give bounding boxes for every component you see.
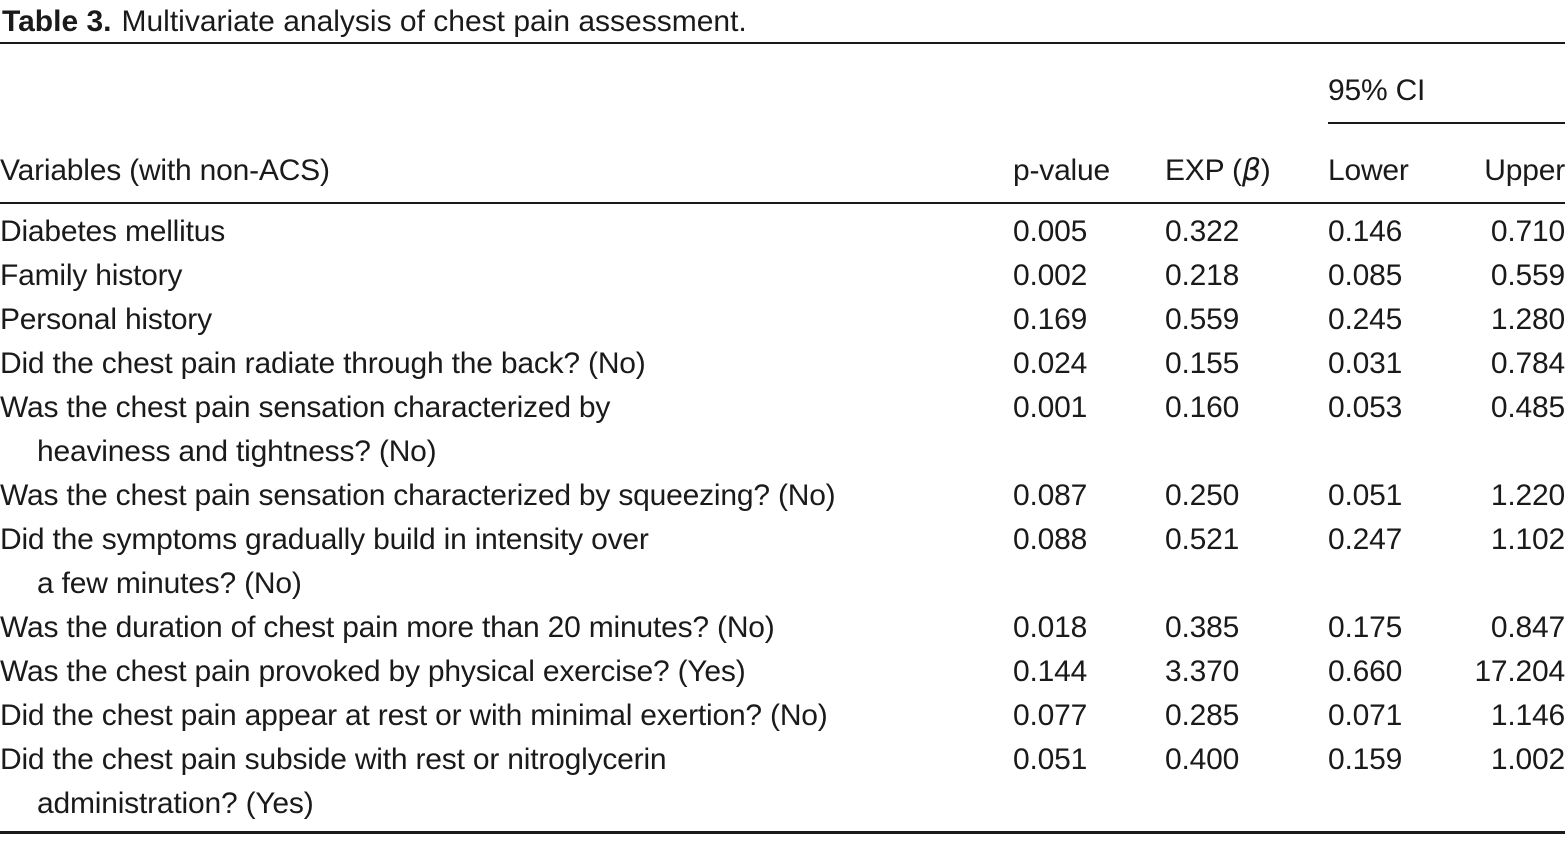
table-header <box>0 43 1565 203</box>
row-label-cell <box>0 386 1013 474</box>
exp-beta-cell: 0.285 <box>1165 699 1240 732</box>
column-header-lower: Lower <box>1328 123 1465 203</box>
p-value-cell: 0.024 <box>1013 347 1088 380</box>
row-label: Diabetes mellitus <box>0 215 226 248</box>
ci-upper-cell: 1.146 <box>1490 699 1565 732</box>
row-label-cell <box>0 298 1013 342</box>
row-label-cell <box>0 474 1013 518</box>
column-header-exp-beta <box>1165 123 1328 203</box>
ci-upper-cell: 0.710 <box>1490 215 1565 248</box>
p-value-cell: 0.002 <box>1013 259 1088 292</box>
row-label: Was the chest pain sensation characterized by squeezing? (No) <box>0 479 836 512</box>
table-row <box>0 694 1565 738</box>
p-value-cell: 0.001 <box>1013 391 1088 424</box>
exp-suffix: ) <box>1260 154 1271 187</box>
ci-lower-cell: 0.175 <box>1328 611 1403 644</box>
row-label: Was the chest pain provoked by physical exercise? (Yes) <box>0 655 746 688</box>
table-row <box>0 342 1565 386</box>
exp-beta-cell: 0.385 <box>1165 611 1240 644</box>
ci-lower-cell: 0.031 <box>1328 347 1403 380</box>
p-value-cell: 0.169 <box>1013 303 1088 336</box>
row-label-cell <box>0 694 1013 738</box>
ci-group-header: 95% CI <box>1328 43 1565 123</box>
table-number-label: Table 3. <box>2 5 112 38</box>
row-label: Personal history <box>0 303 212 336</box>
exp-beta-cell: 0.559 <box>1165 303 1240 336</box>
row-label: Was the chest pain sensation characterized by <box>0 391 611 424</box>
ci-upper-cell: 0.559 <box>1490 259 1565 292</box>
table-row <box>0 386 1565 474</box>
row-label-cell <box>0 606 1013 650</box>
ci-upper-cell: 0.784 <box>1490 347 1565 380</box>
row-label: Was the duration of chest pain more than 20 minutes? (No) <box>0 611 775 644</box>
ci-lower-cell: 0.159 <box>1328 743 1403 776</box>
ci-lower-cell: 0.051 <box>1328 479 1403 512</box>
table-row <box>0 738 1565 833</box>
row-label-cell <box>0 518 1013 606</box>
exp-beta-cell: 0.218 <box>1165 259 1240 292</box>
p-value-cell: 0.077 <box>1013 699 1088 732</box>
row-label: Did the chest pain radiate through the back? (No) <box>0 347 646 380</box>
table-body <box>0 203 1565 833</box>
table-row <box>0 254 1565 298</box>
ci-lower-cell: 0.085 <box>1328 259 1403 292</box>
exp-beta-cell: 0.400 <box>1165 743 1240 776</box>
exp-beta-cell: 3.370 <box>1165 655 1240 688</box>
results-table <box>0 42 1565 834</box>
p-value-cell: 0.005 <box>1013 215 1088 248</box>
p-value-cell: 0.087 <box>1013 479 1088 512</box>
page-title <box>0 0 1565 42</box>
row-label-cell <box>0 650 1013 694</box>
exp-beta-cell: 0.155 <box>1165 347 1240 380</box>
p-value-cell: 0.051 <box>1013 743 1088 776</box>
row-label-cell <box>0 203 1013 254</box>
exp-beta-cell: 0.521 <box>1165 523 1240 556</box>
ci-lower-cell: 0.053 <box>1328 391 1403 424</box>
table-row <box>0 518 1565 606</box>
row-label: Family history <box>0 259 183 292</box>
row-label-line2: a few minutes? (No) <box>37 567 302 600</box>
table-row <box>0 474 1565 518</box>
p-value-cell: 0.018 <box>1013 611 1088 644</box>
ci-upper-cell: 1.280 <box>1490 303 1565 336</box>
ci-upper-cell: 0.485 <box>1490 391 1565 424</box>
row-label-cell <box>0 254 1013 298</box>
table-row <box>0 606 1565 650</box>
row-label-line2: administration? (Yes) <box>37 787 314 820</box>
table-row <box>0 203 1565 254</box>
ci-lower-cell: 0.245 <box>1328 303 1403 336</box>
exp-beta-cell: 0.160 <box>1165 391 1240 424</box>
ci-lower-cell: 0.146 <box>1328 215 1403 248</box>
ci-upper-cell: 17.204 <box>1474 655 1565 688</box>
row-label: Did the chest pain subside with rest or nitroglycerin <box>0 743 667 776</box>
table-caption: Multivariate analysis of chest pain assessment. <box>121 5 747 38</box>
row-label-cell <box>0 342 1013 386</box>
ci-group-row <box>0 43 1565 123</box>
ci-upper-cell: 1.002 <box>1490 743 1565 776</box>
column-header-row <box>0 123 1565 203</box>
column-header-p-value: p-value <box>1013 123 1165 203</box>
ci-lower-cell: 0.071 <box>1328 699 1403 732</box>
row-label-line2: heaviness and tightness? (No) <box>37 435 437 468</box>
ci-lower-cell: 0.247 <box>1328 523 1403 556</box>
row-label: Did the symptoms gradually build in intensity over <box>0 523 649 556</box>
table-row <box>0 298 1565 342</box>
p-value-cell: 0.088 <box>1013 523 1088 556</box>
row-label: Did the chest pain appear at rest or with minimal exertion? (No) <box>0 699 828 732</box>
exp-beta-cell: 0.250 <box>1165 479 1240 512</box>
ci-upper-cell: 1.102 <box>1490 523 1565 556</box>
ci-lower-cell: 0.660 <box>1328 655 1403 688</box>
beta-symbol: β <box>1241 153 1261 188</box>
column-header-upper: Upper <box>1465 123 1565 203</box>
exp-beta-cell: 0.322 <box>1165 215 1240 248</box>
p-value-cell: 0.144 <box>1013 655 1088 688</box>
exp-prefix: EXP ( <box>1165 154 1242 187</box>
ci-upper-cell: 0.847 <box>1490 611 1565 644</box>
row-label-cell <box>0 738 1013 833</box>
header-spacer <box>0 43 1328 123</box>
table-row <box>0 650 1565 694</box>
column-header-variables: Variables (with non-ACS) <box>0 123 1013 203</box>
ci-upper-cell: 1.220 <box>1490 479 1565 512</box>
